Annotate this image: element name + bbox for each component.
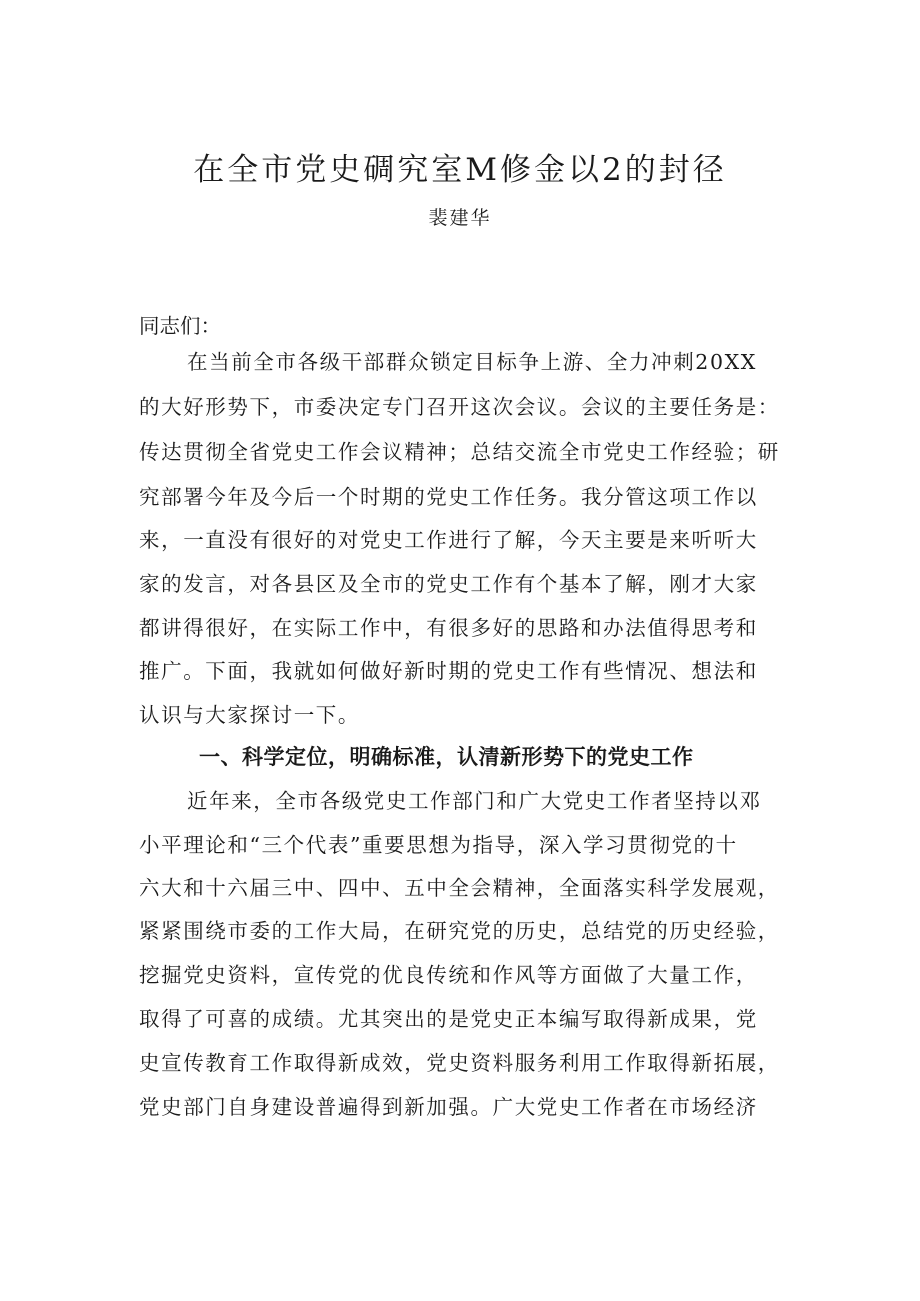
paragraph-line: 来，一直没有很好的对党史工作进行了解，今天主要是来听听大	[139, 528, 758, 552]
paragraph-line: 推广。下面，我就如何做好新时期的党史工作有些情况、想法和	[139, 659, 758, 683]
paragraph-line: 党史部门自身建设普遍得到新加强。广大党史工作者在市场经济	[139, 1095, 758, 1119]
paragraph-line: 都讲得很好，在实际工作中，有很多好的思路和办法值得思考和	[139, 616, 758, 640]
paragraph-line: 的大好形势下，市委决定专门召开这次会议。会议的主要任务是：	[139, 395, 780, 419]
paragraph-line: 究部署今年及今后一个时期的党史工作任务。我分管这项工作以	[139, 485, 758, 509]
paragraph-line: 取得了可喜的成绩。尤其突出的是党史正本编写取得新成果，党	[139, 1007, 758, 1031]
paragraph-line: 家的发言，对各县区及全市的党史工作有个基本了解，刚才大家	[139, 572, 758, 596]
section-heading: 一、科学定位，明确标准，认清新形势下的党史工作	[199, 745, 694, 769]
paragraph-line: 在当前全市各级干部群众锁定目标争上游、全力冲刺20XX	[187, 350, 757, 374]
paragraph-line: 小平理论和“三个代表”重要思想为指导，深入学习贯彻党的十	[139, 833, 738, 857]
document-author: 裴建华	[428, 207, 492, 229]
paragraph-line: 紧紧围绕市委的工作大局，在研究党的历史，总结党的历史经验，	[139, 919, 780, 943]
paragraph-line: 史宣传教育工作取得新成效，党史资料服务利用工作取得新拓展，	[139, 1051, 780, 1075]
salutation: 同志们：	[139, 314, 221, 338]
paragraph-line: 六大和十六届三中、四中、五中全会精神，全面落实科学发展观，	[139, 876, 780, 900]
document-title: 在全市党史碉究室M修金以2的封径	[193, 152, 727, 188]
paragraph-line: 近年来，全市各级党史工作部门和广大党史工作者坚持以邓	[187, 789, 762, 813]
paragraph-line: 挖掘党史资料，宣传党的优良传统和作风等方面做了大量工作，	[139, 963, 758, 987]
paragraph-line: 传达贯彻全省党史工作会议精神；总结交流全市党史工作经验；研	[139, 440, 780, 464]
paragraph-line: 认识与大家探讨一下。	[139, 703, 360, 727]
